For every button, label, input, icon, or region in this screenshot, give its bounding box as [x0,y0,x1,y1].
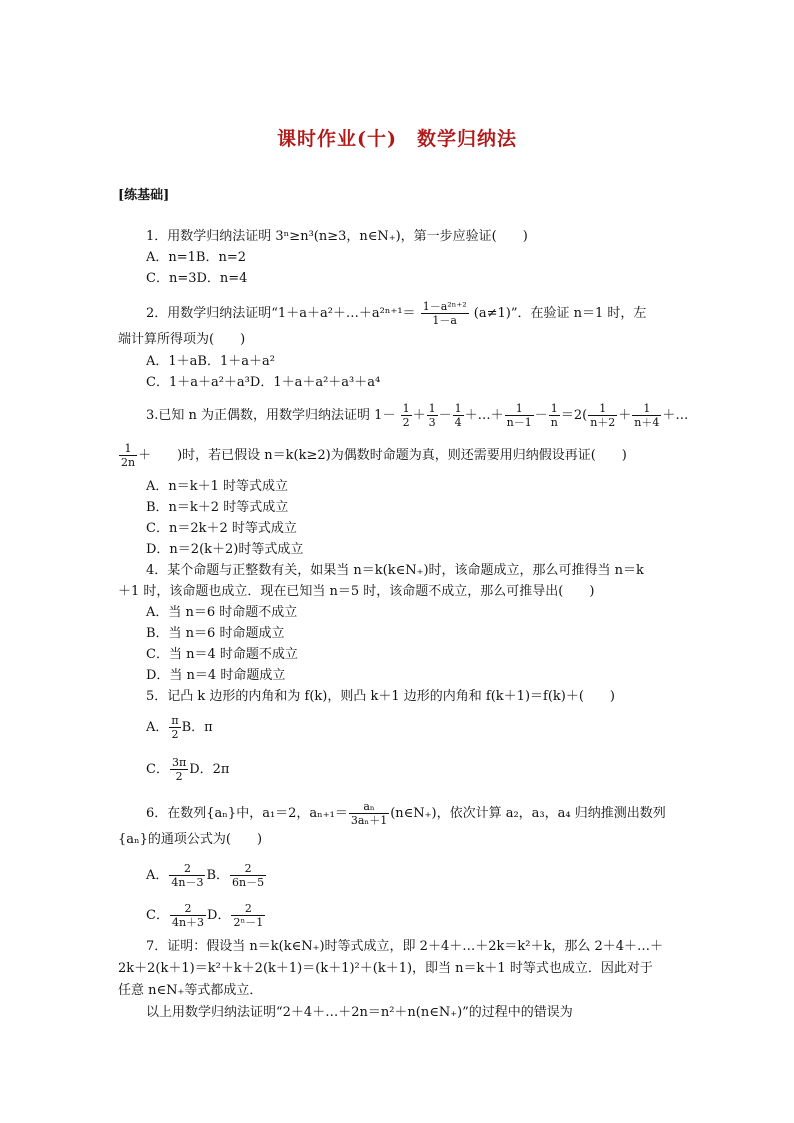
q6-stem [146,800,666,827]
q3-stem-line2 [118,442,627,469]
q3-frac-5-den: n [550,416,558,429]
q5-option-a-num: π [171,714,179,727]
q5-option-a-label: A． [146,720,169,735]
q6-option-b-den: 6n－5 [232,876,265,889]
q6-option-a-num: 2 [169,862,205,876]
page-title: 课时作业(十) 数学归纳法 [277,128,517,150]
q3-frac-4 [505,402,534,429]
q3-frac-3 [453,402,464,429]
q1-options-cd: C．n=3D．n=4 [146,271,248,286]
q3-frac-8-den: 2n [121,456,136,469]
q5-option-a-den: 2 [171,728,179,741]
q6-option-d-label: D． [207,908,231,923]
q6-option-a-den: 4n－3 [171,876,204,889]
q6-fraction-denominator: 3aₙ＋1 [350,814,388,827]
q3-option-b: B．n＝k＋2 时等式成立 [146,500,289,515]
q3-frac-3-den: 4 [454,416,462,429]
q6-option-c-den: 4n＋3 [171,916,205,929]
q3-option-d: D．n＝2(k＋2)时等式成立 [146,542,304,557]
q3-frac-7-den: n＋4 [634,416,660,429]
q3-stem-pre: 3.已知 n 为正偶数，用数学归纳法证明 1－ [146,408,396,423]
q3-tail: ＋… [662,408,689,423]
q3-frac-1 [401,402,412,429]
q6-option-d-den: 2ⁿ－1 [233,916,264,929]
q5-option-a-frac [169,714,180,741]
q3-frac-8 [119,442,137,469]
q5-options-cd [146,756,229,783]
q3-frac-2 [427,402,438,429]
q7-line4: 以上用数学归纳法证明“2＋4＋…＋2n＝n²＋n(n∈N₊)”的过程中的错误为 [146,1005,573,1020]
q3-frac-3-num: 1 [454,402,462,415]
q3-frac-2-num: 1 [428,402,436,415]
q4-option-d: D．当 n＝4 时命题成立 [146,668,286,683]
q5-stem: 5．记凸 k 边形的内角和为 f(k)，则凸 k＋1 边形的内角和 f(k＋1)＝f(k)＋( ) [146,689,616,704]
q6-option-c-label: C． [146,908,169,923]
q4-option-b: B．当 n＝6 时命题成立 [146,626,285,641]
q3-option-c: C．n＝2k＋2 时等式成立 [146,521,297,536]
q7-line1: 7．证明：假设当 n＝k(k∈N₊)时等式成立，即 2＋4＋…＋2k＝k²＋k，那么 2＋4＋…＋ [146,939,663,954]
q2-stem [146,300,646,327]
q6-option-c-frac [170,902,206,929]
q3-frac-1-num: 1 [402,402,410,415]
q1-options-ab: A．n=1B．n=2 [146,250,247,265]
q6-option-d-num: 2 [231,902,265,916]
q2-stem-pre: 2．用数学归纳法证明“1＋a＋a²＋…＋a²ⁿ⁺¹＝ [146,306,416,321]
q2-options-cd: C．1＋a＋a²＋a³D．1＋a＋a²＋a³＋a⁴ [146,375,381,390]
q6-option-b-frac [230,862,266,889]
q3-eq: ＝2( [560,408,588,423]
q6-fraction [349,800,389,827]
q3-frac-7 [632,402,661,429]
q6-option-a-frac [169,862,205,889]
q3-frac-6 [588,402,617,429]
q6-option-b-label: B． [206,868,230,883]
q3-frac-7-num: 1 [632,402,661,416]
q4-option-c: C．当 n＝4 时命题不成立 [146,647,298,662]
q2-fraction-numerator: 1－a²ⁿ⁺² [422,300,467,313]
q5-option-c-frac [170,756,188,783]
q3-frac-8-num: 1 [119,442,137,456]
q2-stem-post: (a≠1)”．在验证 n＝1 时，左 [473,306,647,321]
q3-mid: ＋…＋ [464,408,504,423]
q4-stem-line2: ＋1 时，该命题也成立．现在已知当 n＝5 时，该命题不成立，那么可推导出( ) [118,584,595,599]
q5-option-c-num: 3π [171,756,187,769]
q3-frac-5 [549,402,560,429]
q1-stem: 1．用数学归纳法证明 3ⁿ≥n³(n≥3，n∈N₊)，第一步应验证( ) [146,229,528,244]
q7-line3: 任意 n∈N₊等式都成立． [118,983,263,998]
q6-stem-post: (n∈N₊)，依次计算 a₂，a₃，a₄ 归纳推测出数列 [390,806,666,821]
section-heading: [练基础] [118,188,170,203]
q2-options-ab: A．1＋aB．1＋a＋a² [146,354,275,369]
q3-frac-6-num: 1 [588,402,617,416]
q6-stem-line2: {aₙ}的通项公式为( ) [118,832,263,847]
q5-option-d: D．2π [189,762,230,777]
q3-frac-4-num: 1 [505,402,534,416]
q3-stem-line2-text: ＋ )时，若已假设 n＝k(k≥2)为偶数时命题为真，则还需要用归纳假设再证( ) [138,448,627,463]
q5-options-ab [146,714,213,741]
q3-frac-5-num: 1 [549,402,560,416]
q2-fraction [421,300,469,327]
q6-options-ab [146,862,267,889]
q2-stem-line2: 端计算所得项为( ) [118,332,246,347]
q6-option-b-num: 2 [230,862,266,876]
q3-frac-1-den: 2 [402,416,410,429]
q5-option-c-label: C． [146,762,169,777]
q6-stem-pre: 6．在数列{aₙ}中，a₁＝2，aₙ₊₁＝ [146,806,348,821]
q6-option-d-frac [231,902,265,929]
q3-frac-4-den: n－1 [506,416,532,429]
q6-option-a-label: A． [146,868,169,883]
q3-stem: 3.已知 n 为正偶数，用数学归纳法证明 1－ $\frac{1}{2}$ ＋ $\frac{1}{3}$ － $\frac{1}{4}$ ＋…＋ $\frac{1}{n-1}$ － $\frac{1}{n}$ ＝2( $\frac{1}{n+2}$ ＋ $\frac{1}{n+4}$ ＋… [146,402,689,429]
q4-option-a: A．当 n＝6 时命题不成立 [146,605,298,620]
q3-frac-2-den: 3 [428,416,436,429]
q6-options-cd [146,902,266,929]
q3-option-a: A．n＝k＋1 时等式成立 [146,479,289,494]
q6-fraction-numerator: aₙ [349,800,389,814]
q5-option-b: B．π [181,720,213,735]
q7-line2: 2k＋2(k＋1)＝k²＋k＋2(k＋1)＝(k＋1)²＋(k＋1)，即当 n＝k＋1 时等式也成立．因此对于 [118,961,653,976]
q5-option-c-den: 2 [175,770,183,783]
q4-stem-line1: 4．某个命题与正整数有关，如果当 n＝k(k∈N₊)时，该命题成立，那么可推得当 n＝k [146,563,644,578]
q2-fraction-denominator: 1－a [432,314,457,327]
q3-frac-6-den: n＋2 [590,416,616,429]
q6-option-c-num: 2 [170,902,206,916]
